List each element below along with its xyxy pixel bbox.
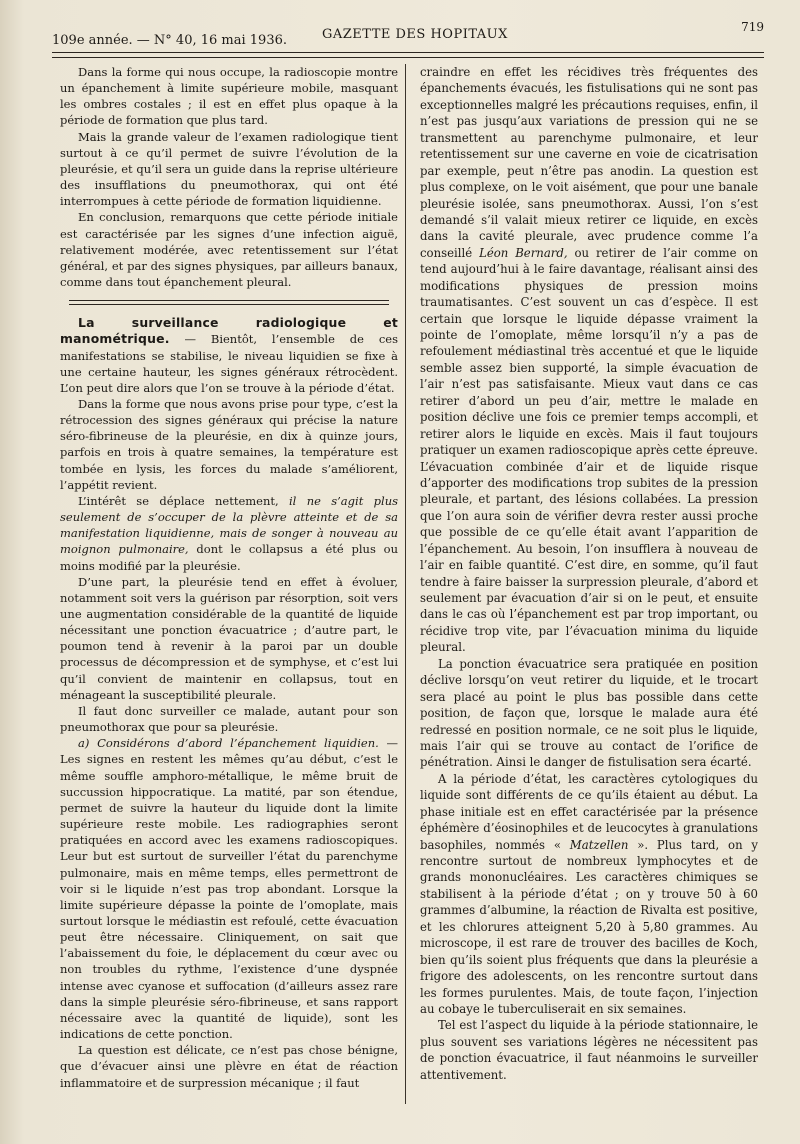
- section-separator: [69, 300, 389, 305]
- section-heading: La surveillance radiologique et manométrique.: [60, 315, 398, 347]
- journal-title: GAZETTE DES HOPITAUX: [322, 27, 508, 42]
- paragraph: D’une part, la pleurésie tend en effet à évoluer, notamment soit vers la guérison par résorption, soit vers une augmentation considérable de la quantité de liquide nécessitant une ponction évacuatrice ; d’autre part, le poumon tend à revenir à la paroi par un double processus de décompression et de symphyse, et c’est lui qu’il convient de maintenir en collapsus, tout en ménageant la susceptibilité pleurale.: [60, 574, 398, 702]
- right-column: [420, 64, 758, 1083]
- paragraph: A la période d’état, les caractères cytologiques du liquide sont différents de ce qu’ils étaient au début. La phase initiale est en effet caractérisée par la présence éphémère d’éosinophiles et de leucocytes à granulations basophiles, nommés « Matzellen ». Plus tard, on y rencontre surtout de nombreux lymphocytes et de grands mononucléaires. Les caractères chimiques se stabilisent à la période d’état ; on y trouve 50 à 60 grammes d’albumine, la réaction de Rivalta est positive, et les chlorures atteignent 5,20 à 5,80 grammes. Au microscope, il est rare de trouver des bacilles de Koch, bien qu’ils soient plus fréquents que dans la pleurésie a frigore des adolescents, on les rencontre surtout dans les formes purulentes. Mais, de toute façon, l’injection au cobaye le tuberculiserait en six semaines.: [420, 771, 758, 1016]
- paragraph: Mais la grande valeur de l’examen radiologique tient surtout à ce qu’il permet de suivre l’évolution de la pleurésie, et qu’il sera un guide dans la reprise ultérieure des insufflations du pneumothorax, qui ont été interrompues à cette période de formation liquidienne.: [60, 129, 398, 209]
- paragraph: craindre en effet les récidives très fréquentes des épanchements évacués, les fistulisations qui ne sont pas exceptionnelles malgré les précautions requises, enfin, il n’est pas jusqu’aux variations de pression qui ne se transmettent au parenchyme pulmonaire, et leur retentissement sur une caverne en voie de cicatrisation par exemple, peut n’être pas anodin. La question est plus complexe, on le voit aisément, que pour une banale pleurésie isolée, sans pneumothorax. Aussi, l’on s’est demandé s’il valait mieux retirer ce liquide, en excès dans la cavité pleurale, avec prudence comme l’a conseillé Léon Bernard, ou retirer de l’air comme on tend aujourd’hui à le faire davantage, réalisant ainsi des modifications physiques de pression moins traumatisantes. C’est souvent un cas d’espèce. Il est certain que lorsque le liquide dépasse vraiment la pointe de l’omoplate, même lorsqu’il n’y a pas de refoulement médiastinal très accentué et que le liquide semble assez bien supporté, la simple évacuation de l’air n’est pas satisfaisante. Mieux vaut dans ce cas retirer d’abord un peu d’air, mettre le malade en position déclive une fois ce premier temps accompli, et retirer alors le liquide en excès. Mais il faut toujours pratiquer un examen radioscopique après cette épreuve. L’évacuation combinée d’air et de liquide risque d’apporter des modifications trop subites de la pression pleurale, et partant, des lésions collabées. La pression que l’on aura soin de vérifier devra rester aussi proche que possible de ce qu’elle était avant l’apparition de l’épanchement. Au besoin, l’on insufflera à nouveau de l’air en faible quantité. C’est dire, en somme, qu’il faut tendre à faire baisser la surpression pleurale, d’abord et seulement par évacuation d’air si on le peut, et ensuite dans le cas où l’épanchement est par trop important, ou récidive trop vite, par l’évacuation minima du liquide pleural.: [420, 65, 758, 655]
- paragraph: Il faut donc surveiller ce malade, autant pour son pneumothorax que pour sa pleurésie.: [60, 703, 398, 735]
- section-paragraph: La surveillance radiologique et manométrique. — Bientôt, l’ensemble de ces manifestations se stabilise, le niveau liquidien se fixe à une certaine hauteur, les signes généraux rétrocèdent. L’on peut dire alors que l’on se trouve à la période d’état.: [60, 315, 398, 395]
- column-divider: [405, 64, 406, 1104]
- paragraph: a) Considérons d’abord l’épanchement liquidien. — Les signes en restent les mêmes qu’au début, c’est le même souffle amphoro-métallique, le même bruit de succussion hippocratique. La matité, par son étendue, permet de suivre la hauteur du liquide dont la limite supérieure reste mobile. Les radiographies seront pratiquées en accord avec les examens radioscopiques. Leur but est surtout de surveiller l’état du parenchyme pulmonaire, mais en même temps, elles permettront de voir si le liquide n’est pas trop abondant. Lorsque la limite supérieure dépasse la pointe de l’omoplate, mais surtout lorsque le médiastin est refoulé, cette évacuation peut être nécessaire. Cliniquement, on sait que l’abaissement du foie, le déplacement du cœur avec ou non troubles du rythme, l’existence d’une dyspnée intense avec cyanose et suffocation (d’ailleurs assez rare dans la simple pleurésie séro-fibrineuse, et sans rapport nécessaire avec la quantité de liquide), sont les indications de cette ponction.: [60, 736, 398, 1042]
- paragraph: L’intérêt se déplace nettement, il ne s’agit plus seulement de s’occuper de la plèvre atteinte et de sa manifestation liquidienne, mais de songer à nouveau au moignon pulmonaire, dont le collapsus a été plus ou moins modifié par la pleurésie.: [60, 493, 398, 573]
- paragraph: Dans la forme qui nous occupe, la radioscopie montre un épanchement à limite supérieure mobile, masquant les ombres costales ; il est en effet plus opaque à la période de formation que plus tard.: [60, 65, 398, 128]
- issue-info: 109e année. — N° 40, 16 mai 1936.: [52, 33, 287, 48]
- paragraph: Tel est l’aspect du liquide à la période stationnaire, le plus souvent ses variations légères ne nécessitent pas de ponction évacuatrice, il faut néanmoins le surveiller attentivement.: [420, 1018, 758, 1082]
- page-header: [52, 20, 764, 48]
- paragraph: En conclusion, remarquons que cette période initiale est caractérisée par les signes d’une infection aiguë, relativement modérée, avec retentissement sur l’état général, et par des signes physiques, par ailleurs banaux, comme dans tout épanchement pleural.: [60, 210, 398, 290]
- paragraph: La question est délicate, ce n’est pas chose bénigne, que d’évacuer ainsi une plèvre en état de réaction inflammatoire et de surpression mécanique ; il faut: [60, 1043, 398, 1090]
- page-number: 719: [741, 20, 764, 34]
- paragraph: Dans la forme que nous avons prise pour type, c’est la rétrocession des signes généraux qui précise la nature séro-fibrineuse de la pleurésie, en dix à quinze jours, parfois en trois à quatre semaines, la température est tombée en lysis, les forces du malade s’améliorent, l’appétit revient.: [60, 396, 398, 492]
- paragraph: La ponction évacuatrice sera pratiquée en position déclive lorsqu’on veut retirer du liquide, et le trocart sera placé au point le plus bas possible dans cette position, de façon que, lorsque le malade aura été redressé en position normale, ce ne soit plus le liquide, mais l’air qui se trouve au contact de l’orifice de pénétration. Ainsi le danger de fistulisation sera écarté.: [420, 656, 758, 770]
- header-rule: [52, 52, 764, 58]
- left-column: [60, 64, 398, 1091]
